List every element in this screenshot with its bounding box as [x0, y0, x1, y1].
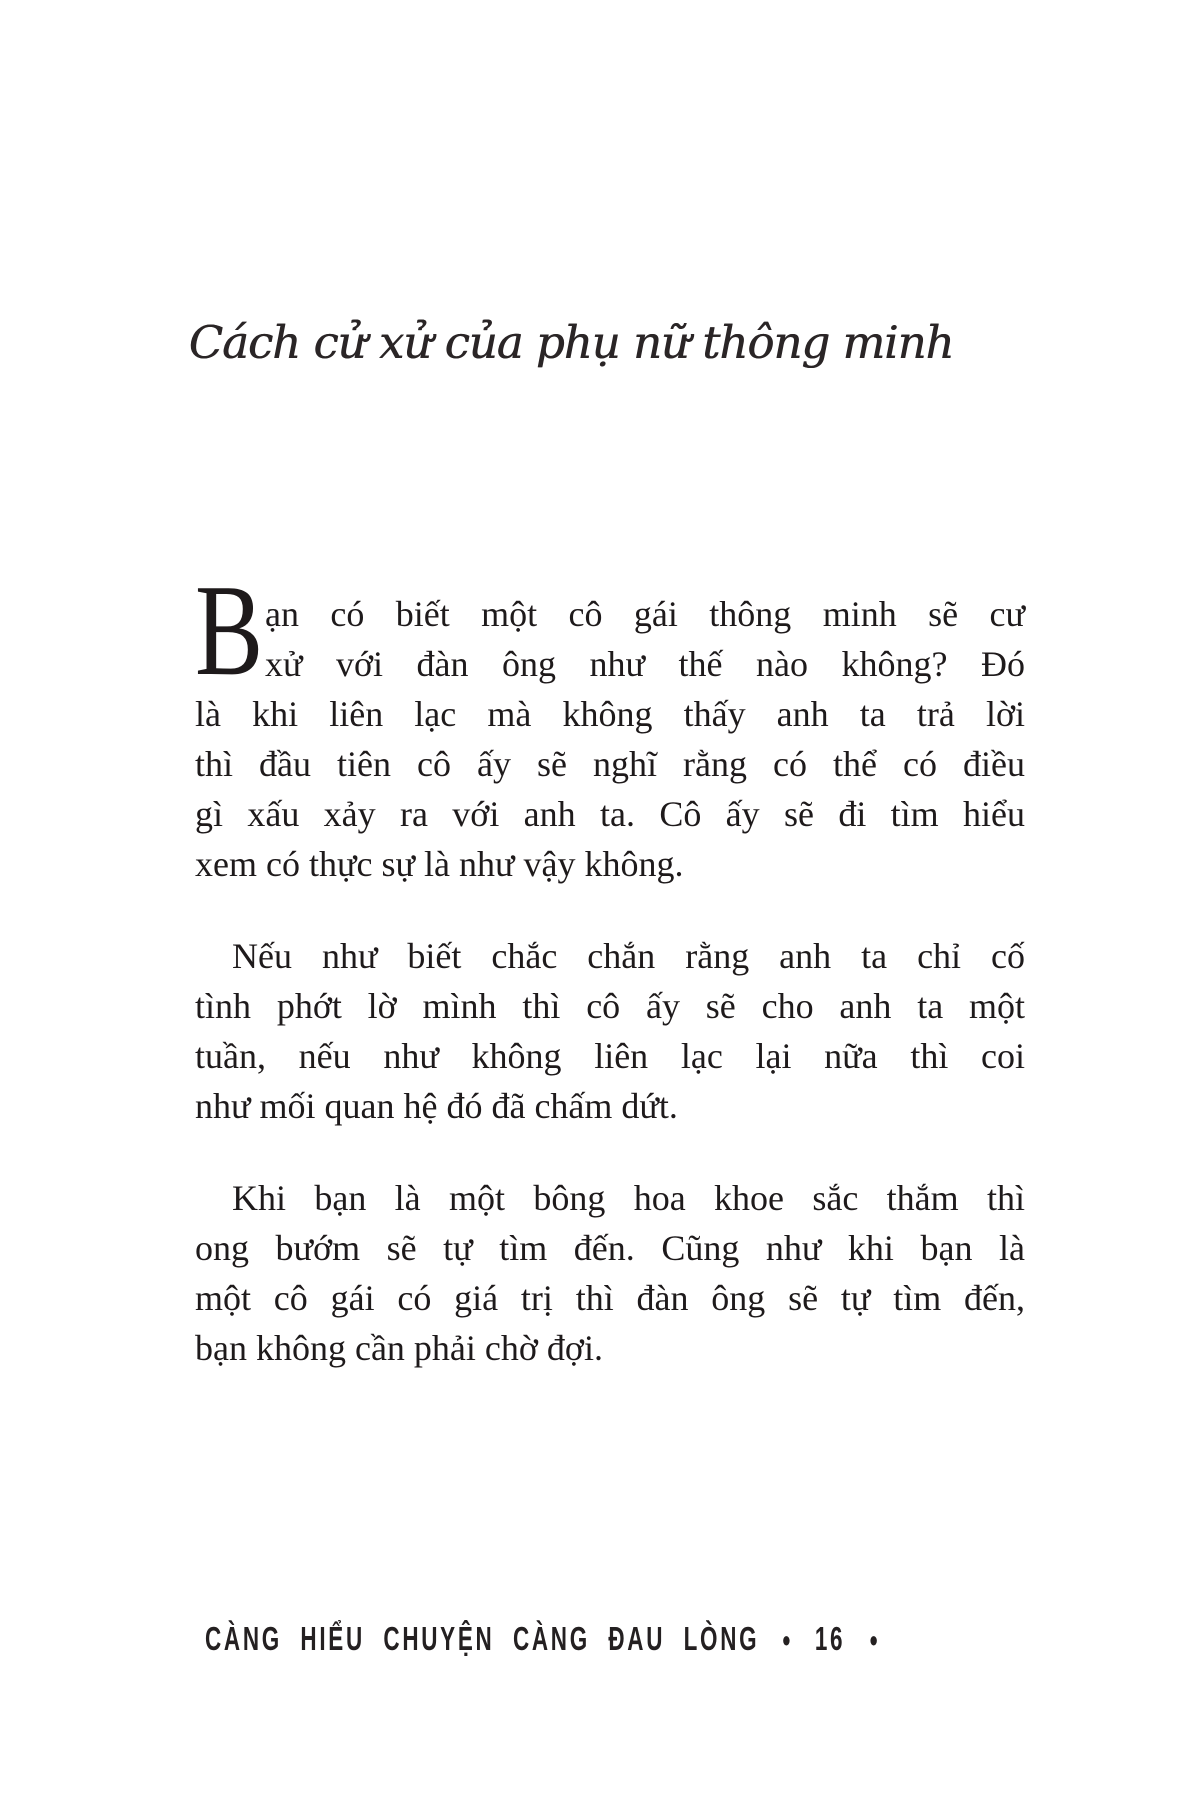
paragraph-line: một cô gái có giá trị thì đàn ông sẽ tự tìm đến, [195, 1278, 1025, 1318]
paragraph-line: xử với đàn ông như thế nào không? Đó [265, 644, 1025, 684]
chapter-title: Cách cử xử của phụ nữ thông minh [188, 316, 954, 369]
paragraph [195, 931, 1025, 1131]
paragraph-line: gì xấu xảy ra với anh ta. Cô ấy sẽ đi tìm hiểu [195, 794, 1025, 834]
paragraph-line: tuần, nếu như không liên lạc lại nữa thì coi [195, 1036, 1025, 1076]
paragraph-line: Nếu như biết chắc chắn rằng anh ta chỉ cố [232, 936, 1025, 976]
paragraph-line: ạn có biết một cô gái thông minh sẽ cư [265, 594, 1025, 634]
footer-book-title: CÀNG HIỂU CHUYỆN CÀNG ĐAU LÒNG [205, 1620, 760, 1657]
footer-bullet: ● [781, 1627, 791, 1652]
drop-cap: B [195, 558, 264, 703]
paragraph-line: như mối quan hệ đó đã chấm dứt. [195, 1086, 678, 1126]
paragraph [195, 1173, 1025, 1373]
paragraph-line: xem có thực sự là như vậy không. [195, 844, 684, 884]
footer-bullet: ● [869, 1627, 879, 1652]
paragraph-line: Khi bạn là một bông hoa khoe sắc thắm thì [232, 1178, 1025, 1218]
body-text [195, 558, 1025, 1373]
paragraph-line: ong bướm sẽ tự tìm đến. Cũng như khi bạn là [195, 1228, 1025, 1268]
page-number: 16 [814, 1620, 846, 1657]
paragraph [195, 558, 1025, 889]
paragraph-line: thì đầu tiên cô ấy sẽ nghĩ rằng có thể có điều [195, 744, 1025, 784]
page-footer [205, 1620, 882, 1658]
paragraph-line: là khi liên lạc mà không thấy anh ta trả lời [195, 694, 1025, 734]
paragraph-line: bạn không cần phải chờ đợi. [195, 1328, 603, 1368]
paragraph-line: tình phớt lờ mình thì cô ấy sẽ cho anh ta một [195, 986, 1025, 1026]
